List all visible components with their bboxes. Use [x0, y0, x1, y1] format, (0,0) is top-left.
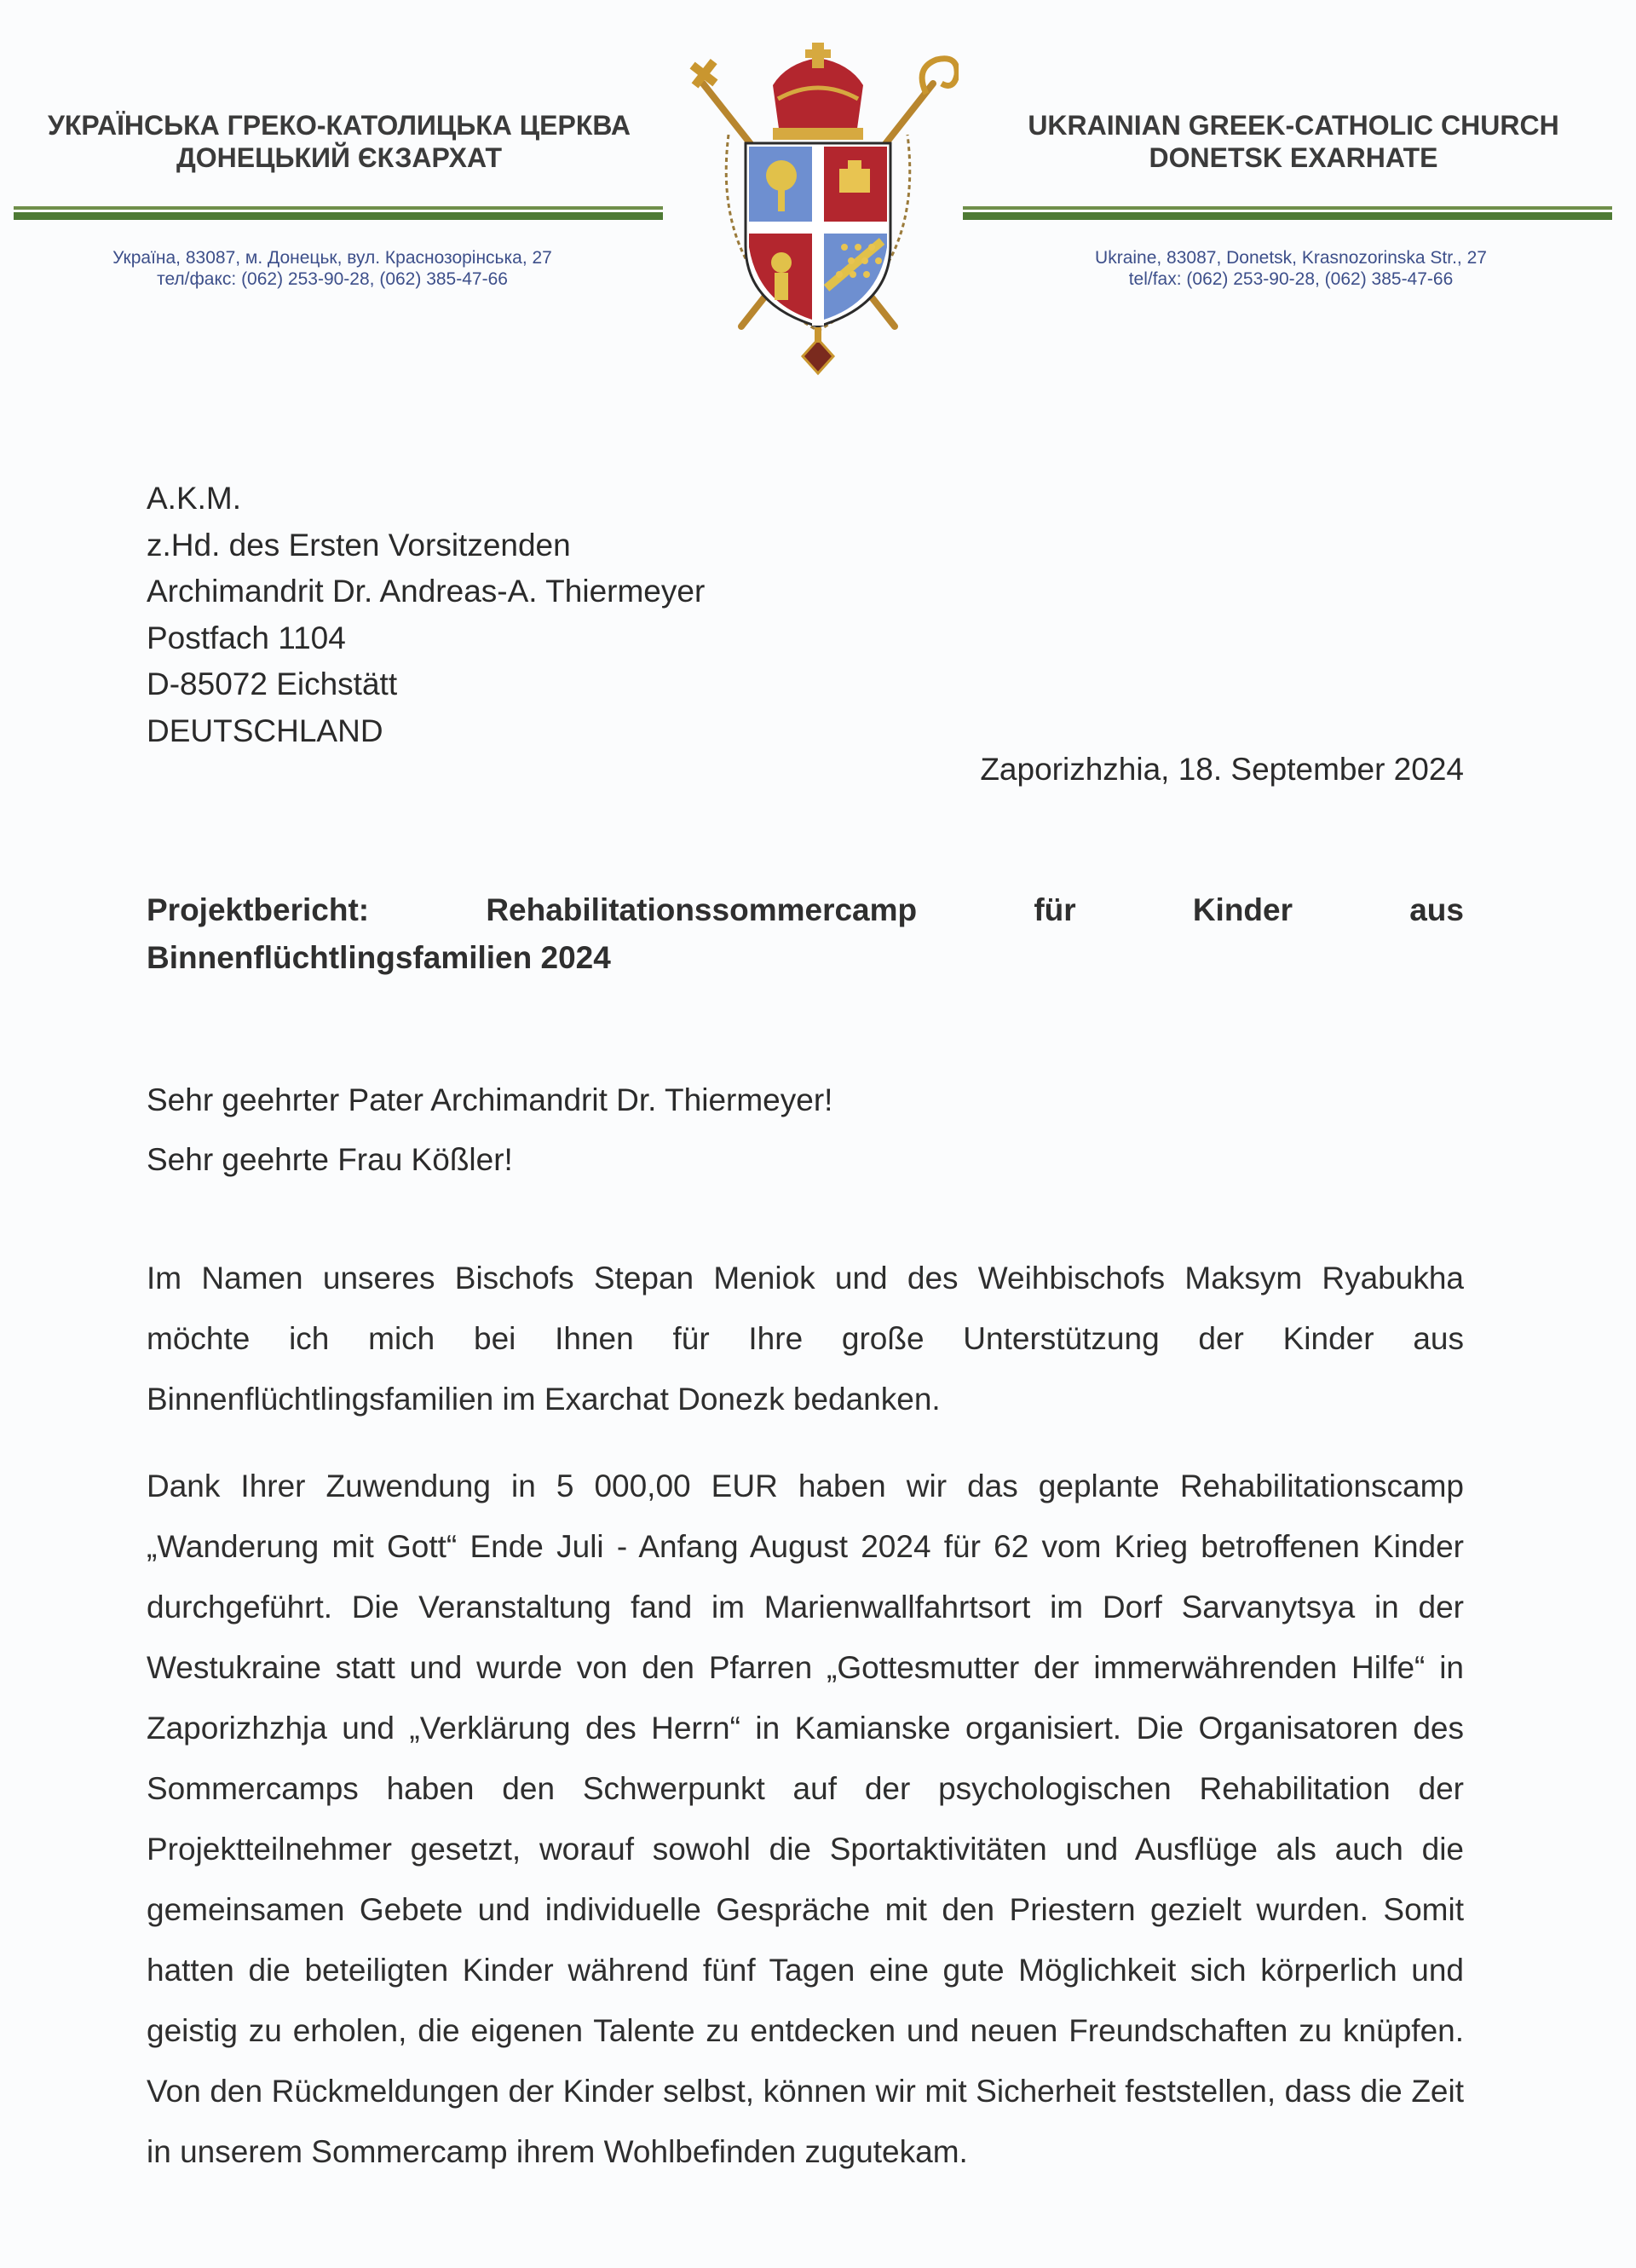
recipient-address: [147, 476, 705, 754]
salutation: [147, 1071, 832, 1190]
recipient-line: Archimandrit Dr. Andreas-A. Thiermeyer: [147, 574, 706, 609]
salutation-line2: Sehr geehrte Frau Kößler!: [147, 1142, 513, 1177]
recipient-line: z.Hd. des Ersten Vorsitzenden: [147, 527, 571, 563]
letterhead-title-english-line1: UKRAINIAN GREEK-CATHOLIC CHURCH: [1028, 110, 1559, 141]
subject-word: Kinder: [1192, 892, 1293, 927]
letterhead-title-ukrainian-line1: УКРАЇНСЬКА ГРЕКО-КАТОЛИЦЬКА ЦЕРКВА: [47, 110, 631, 141]
letterhead-title-ukrainian: [7, 109, 671, 174]
body-paragraph-1: Im Namen unseres Bischofs Stepan Meniok und des Weihbischofs Maksym Ryabukha möchte ich mich bei Ihnen für Ihre große Unterstützung der Kinder aus Binnenflüchtlingsfamilien im Exarchat Donezk bedanken.: [147, 1261, 1464, 1417]
subject-word: Rehabilitationssommercamp: [486, 892, 918, 927]
body-paragraph-2: Dank Ihrer Zuwendung in 5 000,00 EUR haben wir das geplante Rehabilitationscamp „Wanderung mit Gott“ Ende Juli - Anfang August 2024 für 62 vom Krieg betroffenen Kinder durchgeführt. Die Veranstaltung fand im Marienwallfahrtsort im Dorf Sarvanytsya in der Westukraine statt und wurde von den Pfarren „Gottesmutter der immerwährenden Hilfe“ in Zaporizhzhja und „Verklärung des Herrn“ in Kamianske organisiert. Die Organisatoren des Sommercamps haben den Schwerpunkt auf der psychologischen Rehabilitation der Projektteilnehmer gesetzt, worauf sowohl die Sportaktivitäten und Ausflüge als auch die gemeinsamen Gebete und individuelle Gespräche mit den Priestern gezielt wurden. Somit hatten die beteiligten Kinder während fünf Tagen eine gute Möglichkeit sich körperlich und geistig zu erholen, die eigenen Talente zu entdecken und neuen Freundschaften zu knüpfen. Von den Rückmeldungen der Kinder selbst, können wir mit Sicherheit feststellen, dass die Zeit in unserem Sommercamp ihrem Wohlbefinden zugutekam.: [147, 1469, 1464, 2169]
subject-word: aus: [1409, 892, 1464, 927]
recipient-line: A.K.M.: [147, 481, 242, 516]
subject-heading: [147, 886, 1464, 982]
letterhead-address-ukrainian-line1: Україна, 83087, м. Донецьк, вул. Краснозорінська, 27: [112, 248, 552, 268]
letterhead-rule-left: [14, 206, 663, 220]
recipient-line: DEUTSCHLAND: [147, 713, 383, 748]
salutation-line1: Sehr geehrter Pater Archimandrit Dr. Thiermeyer!: [147, 1082, 833, 1117]
letterhead-address-ukrainian-line2: тел/факс: (062) 253-90-28, (062) 385-47-66: [157, 269, 508, 289]
letterhead-title-english: [961, 109, 1626, 174]
subject-word: für: [1034, 892, 1076, 927]
coat-of-arms-icon: [677, 32, 959, 399]
recipient-line: Postfach 1104: [147, 620, 346, 655]
letterhead-title-ukrainian-line2: ДОНЕЦЬКИЙ ЄКЗАРХАТ: [176, 142, 503, 173]
letterhead-address-english: [959, 247, 1623, 290]
letterhead-rule-right: [963, 206, 1612, 220]
subject-word: Projektbericht:: [147, 892, 370, 927]
recipient-line: D-85072 Eichstätt: [147, 667, 398, 701]
subject-line2: Binnenflüchtlingsfamilien 2024: [147, 940, 611, 975]
letterhead-address-english-line1: Ukraine, 83087, Donetsk, Krasnozorinska Str., 27: [1095, 248, 1487, 268]
letterhead-title-english-line2: DONETSK EXARHATE: [1149, 142, 1438, 173]
date-line: Zaporizhzhia, 18. September 2024: [980, 752, 1464, 787]
letterhead-address-english-line2: tel/fax: (062) 253-90-28, (062) 385-47-66: [1128, 269, 1454, 289]
letterhead-address-ukrainian: [0, 247, 665, 290]
